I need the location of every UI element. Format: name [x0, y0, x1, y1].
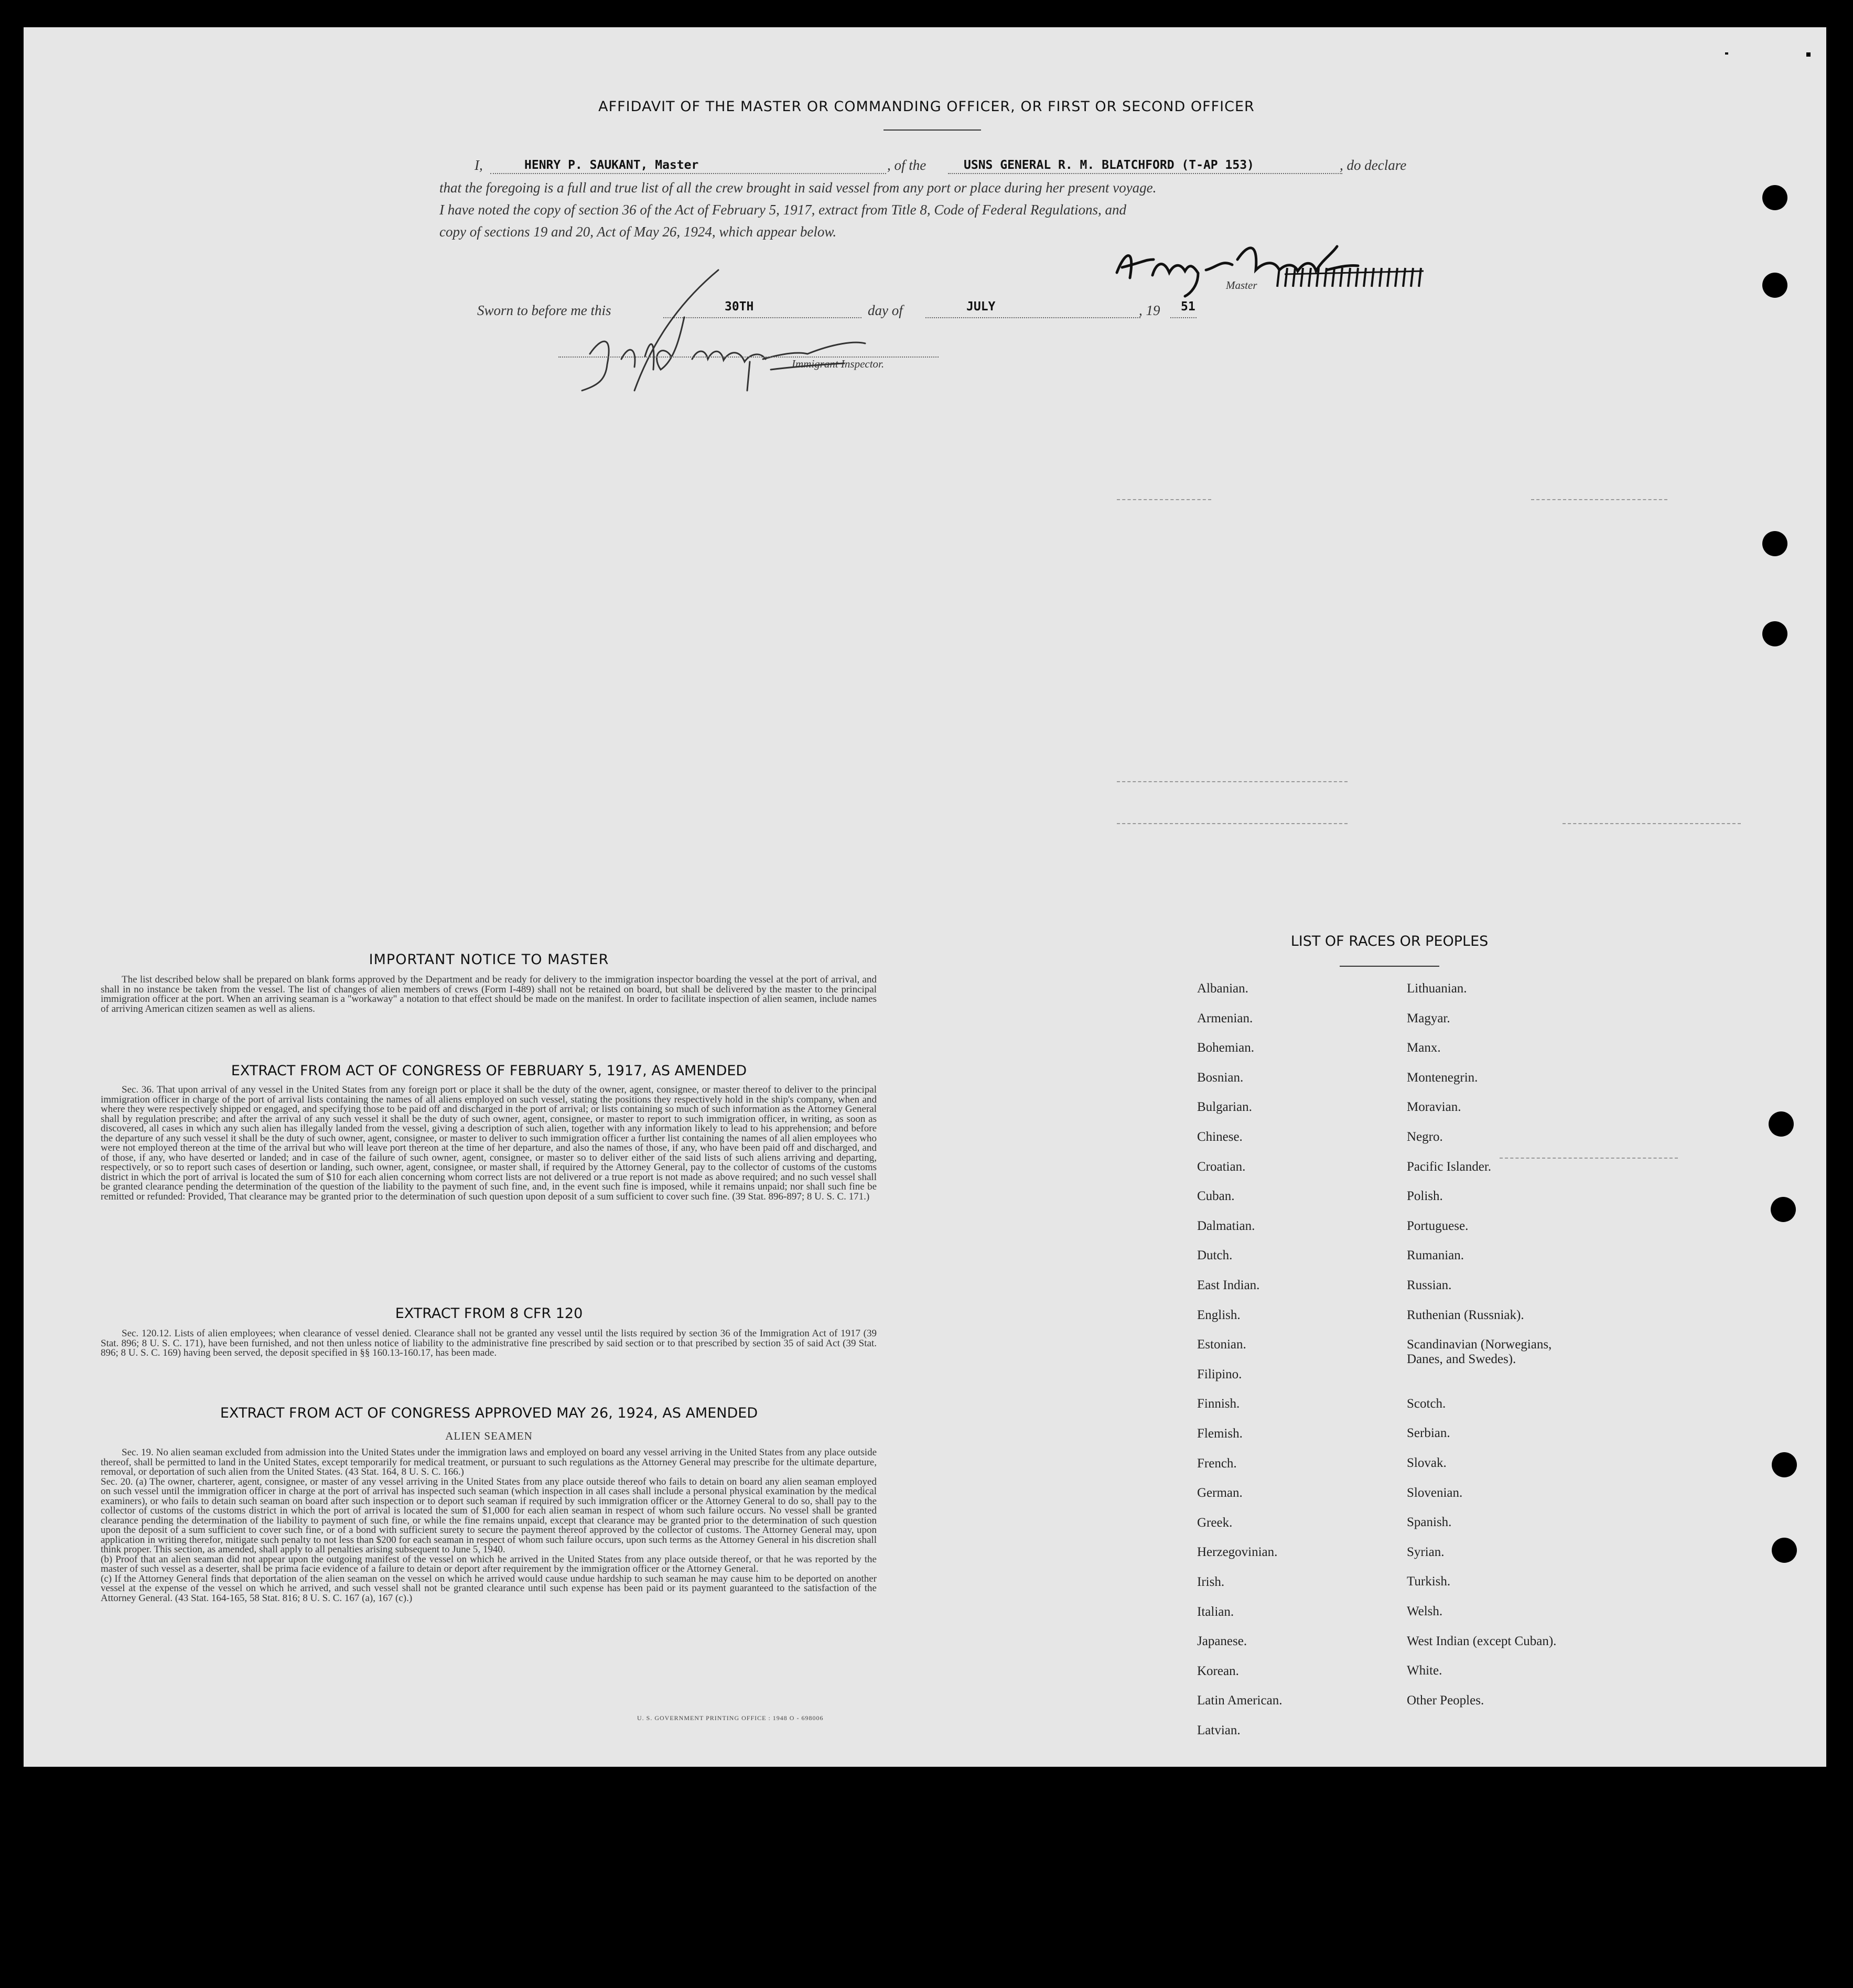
race-item: French. [1197, 1456, 1237, 1471]
race-item: Albanian. [1197, 981, 1248, 996]
race-item: Croatian. [1197, 1159, 1246, 1174]
race-item: Scotch. [1407, 1396, 1446, 1411]
race-item: Manx. [1407, 1041, 1441, 1055]
race-item: Dutch. [1197, 1248, 1233, 1263]
printer-imprint: U. S. GOVERNMENT PRINTING OFFICE : 1948 O - 698006 [637, 1714, 824, 1722]
faint-line [1117, 499, 1211, 500]
race-item: Slovak. [1407, 1456, 1447, 1470]
race-item: Pacific Islander. [1407, 1159, 1492, 1174]
vessel-name-field: USNS GENERAL R. M. BLATCHFORD (T-AP 153) [964, 158, 1254, 172]
year-field: 51 [1181, 300, 1195, 314]
race-item: West Indian (except Cuban). [1407, 1634, 1557, 1648]
extract-1917-body: Sec. 36. That upon arrival of any vessel in the United States from any foreign port or place it shall be the duty of the owner, agent, consignee, or master thereof to deliver to the principal immigration officer in charge of the port of arrival lists containing the names of all aliens employed on such vessel, stating the positions they respectively hold in the ship's company, when and where they were respectively shipped or engaged, and specifying those to be paid off and discharged in the port of arrival; or lists containing so much of such information as the Attorney General shall by regulation prescribe; and after the arrival of any such vessel it shall be the duty of such owner, agent, consignee, or master to report to such immigration officer, in writing, as soon as discovered, all cases in which any such alien has illegally landed from the vessel, giving a description of such alien, together with any information likely to lead to his apprehension; and before the departure of any such vessel it shall be the duty of such owner, agent, consignee, or master to deliver to such immigration officer a further list containing the names of all alien employees who were not employed thereon at the time of the arrival but who will leave port thereon at the time of her departure, and also the names of those, if any, who have been paid off and discharged, and of those, if any, who have deserted or landed; and in case of the failure of such owner, agent, consignee, or master so to deliver either of the said lists of such aliens arriving and departing, respectively, or so to report such cases of desertion or landing, such owner, agent, consignee, or master shall, if required by the Attorney General, pay to the collector of customs of the customs district in which the port of arrival is located the sum of $10 for each alien concerning whom correct lists are not delivered or a true report is not made as above required; and no such vessel shall be granted clearance pending the determination of the question of the liability to the payment of such fine, and, in the event such fine is imposed, while it remains unpaid; nor shall such fine be remitted or refunded: Provided, That clearance may be granted prior to the determination of such question upon deposit of a sum sufficient to cover such fine. (39 Stat. 896-897; 8 U. S. C. 171.) [101, 1084, 877, 1202]
faint-line [1531, 499, 1667, 500]
notice-body: The list described below shall be prepared on blank forms approved by the Department and be ready for delivery to the immigration inspector boarding the vessel at the port of arrival, and shall in no instance be taken from the vessel. The list of changes of alien members of crews (Form I-489) shall not be retained on board, but shall be delivered by the master to the principal immigration officer at the port. When an arriving seaman is a "workaway" a notation to that effect should be made on the manifest. In order to facilitate inspection of alien seamen, include names of arriving American citizen seamen as well as aliens. [101, 974, 877, 1014]
race-item: Montenegrin. [1407, 1070, 1478, 1085]
race-item: Bohemian. [1197, 1041, 1255, 1055]
race-item: Armenian. [1197, 1011, 1253, 1025]
affidavit-line-4: copy of sections 19 and 20, Act of May 26, 1924, which appear below. [439, 224, 837, 240]
punch-hole [1762, 185, 1787, 210]
race-item: Herzegovinian. [1197, 1545, 1278, 1560]
race-item: East Indian. [1197, 1278, 1260, 1292]
race-item: Bulgarian. [1197, 1100, 1252, 1115]
punch-hole [1762, 621, 1787, 646]
races-title: LIST OF RACES OR PEOPLES [1290, 933, 1489, 949]
punch-hole [1762, 531, 1787, 556]
race-item: German. [1197, 1486, 1243, 1500]
month-line [925, 317, 1140, 318]
race-item: Russian. [1407, 1278, 1452, 1292]
extract-1924-body: Sec. 19. No alien seaman excluded from admission into the United States under the immigration laws and employed on board any vessel arriving in the United States from any place outside thereof, shall be permitted to land in the United States, except temporarily for medical treatment, or pursuant to such regulations as the Attorney General may prescribe for the ultimate departure, removal, or deportation of such alien from the United States. (43 Stat. 164, 8 U. S. C. 166.) Sec. 20. (a) The owner, charterer, agent, consignee, or master of any vessel arriving in the United States from any place outside thereof who fails to detain on board any alien seaman employed on such vessel until the immigration officer in charge at the port of arrival has inspected such seaman (which inspection in all cases shall include a personal physical examination by the medical examiners), or who fails to detain such seaman on board after such inspection or to deport such seaman if required by such immigration officer or the Attorney General to do so, shall pay to the collector of customs of the customs district in which the port of arrival is located the sum of $1,000 for each alien seaman in respect of whom such failure occurs. No vessel shall be granted clearance pending the determination of the liability to payment of such fine, or while the fine remains unpaid, except that clearance may be granted prior to the determination of such question upon the deposit of a sum sufficient to cover such fine, or of a bond with sufficient surety to secure the payment thereof approved by the collector of customs. The Attorney General may, upon application in writing therefor, mitigate such penalty to not less than $200 for each seaman in respect of whom such failure occurs, upon such terms as the Attorney General in his discretion shall think proper. This section, as amended, shall apply to all penalties arising subsequent to June 5, 1940. (b) Proof that an alien seaman did not appear upon the outgoing manifest of the vessel on which he arrived in the United States from any place outside thereof, or that he was reported by the master of such vessel as a deserter, shall be prima facie evidence of a failure to detain or deport after requirement by the immigration officer or the Attorney General. (c) If the Attorney General finds that deportation of the alien seaman on the vessel on which he arrived would cause undue hardship to such seaman he may cause him to be deported on another vessel at the expense of the vessel on which he arrived, and such vessel shall not be granted clearance until such expense has been paid or its payment guaranteed to the satisfaction of the Attorney General. (43 Stat. 164-165, 58 Stat. 816; 8 U. S. C. 167 (a), 167 (c).) [101, 1447, 877, 1604]
race-item: Slovenian. [1407, 1485, 1463, 1500]
race-item: Scandinavian (Norwegians, Danes, and Swedes). [1407, 1337, 1552, 1367]
master-label: Master [1226, 279, 1257, 291]
race-item: Estonian. [1197, 1337, 1246, 1352]
race-item: Portuguese. [1407, 1218, 1469, 1233]
race-item: Rumanian. [1407, 1248, 1464, 1263]
race-item: Spanish. [1407, 1515, 1452, 1530]
year-line [1170, 317, 1197, 318]
extract-cfr-title: EXTRACT FROM 8 CFR 120 [395, 1305, 583, 1322]
affidavit-line-3: I have noted the copy of section 36 of the Act of February 5, 1917, extract from Title 8, Code of Federal Regulations, and [439, 202, 1127, 218]
day-field: 30TH [725, 300, 754, 314]
race-item: Moravian. [1407, 1100, 1461, 1115]
inspector-label: Immigrant Inspector. [792, 358, 885, 370]
race-item: Ruthenian (Russniak). [1407, 1308, 1524, 1322]
notice-title: IMPORTANT NOTICE TO MASTER [369, 952, 609, 968]
do-declare-label: , do declare [1340, 157, 1407, 173]
races-title-rule [1340, 966, 1439, 967]
race-item: English. [1197, 1308, 1241, 1322]
race-item: Turkish. [1407, 1574, 1451, 1589]
affidavit-line-2: that the foregoing is a full and true list of all the crew brought in said vessel from any port or place during her present voyage. [439, 180, 1157, 196]
day-of-label: day of [868, 302, 903, 318]
of-the-label: , of the [887, 157, 926, 173]
race-item: Serbian. [1407, 1426, 1450, 1441]
master-name-field: HENRY P. SAUKANT, Master [524, 158, 699, 172]
faint-line [1563, 823, 1741, 824]
faint-line [1117, 823, 1348, 824]
race-item: Negro. [1407, 1130, 1443, 1144]
race-item: Magyar. [1407, 1011, 1450, 1025]
race-item: Latvian. [1197, 1723, 1241, 1737]
i-label: I, [475, 157, 483, 173]
faint-line [1500, 1158, 1678, 1159]
race-item: Lithuanian. [1407, 981, 1467, 996]
alien-seamen-subtitle: ALIEN SEAMEN [445, 1430, 533, 1442]
punch-hole [1762, 273, 1787, 298]
race-item: Korean. [1197, 1663, 1239, 1678]
title-rule [884, 129, 981, 131]
punch-hole [1772, 1538, 1797, 1563]
sworn-label: Sworn to before me this [477, 302, 611, 318]
race-item: Japanese. [1197, 1634, 1247, 1649]
extract-cfr-body: Sec. 120.12. Lists of alien employees; when clearance of vessel denied. Clearance shall not be granted any vessel until the lists required by section 36 of the Immigration Act of 1917 (39 Stat. 896; 8 U. S. C. 171), have been furnished, and not then unless notice of liability to the administrative fine prescribed by said section or to that prescribed by section 35 of said Act (39 Stat. 896; 8 U. S. C. 169) having been served, the deposit specified in §§ 160.13-160.17, has been made. [101, 1328, 877, 1358]
race-item: Flemish. [1197, 1427, 1243, 1441]
name-line [490, 173, 886, 174]
race-item: Dalmatian. [1197, 1218, 1255, 1233]
race-item: Bosnian. [1197, 1070, 1244, 1085]
race-item: Filipino. [1197, 1367, 1242, 1381]
race-item: Latin American. [1197, 1693, 1283, 1708]
extract-1924-title: EXTRACT FROM ACT OF CONGRESS APPROVED MAY 26, 1924, AS AMENDED [220, 1405, 758, 1421]
race-item: Welsh. [1407, 1604, 1443, 1618]
race-item: Finnish. [1197, 1397, 1240, 1411]
inspector-signature [551, 265, 876, 401]
race-item: Irish. [1197, 1575, 1225, 1589]
race-item: Italian. [1197, 1604, 1234, 1619]
scan-speck [1806, 52, 1811, 57]
punch-hole [1769, 1111, 1794, 1137]
scan-speck [1725, 52, 1728, 55]
race-item: Polish. [1407, 1189, 1443, 1204]
vessel-line [948, 173, 1342, 174]
punch-hole [1771, 1197, 1796, 1222]
month-field: JULY [966, 300, 996, 314]
race-item: White. [1407, 1663, 1442, 1678]
race-item: Other Peoples. [1407, 1693, 1484, 1708]
race-item: Greek. [1197, 1515, 1233, 1530]
affidavit-title: AFFIDAVIT OF THE MASTER OR COMMANDING OFFICER, OR FIRST OR SECOND OFFICER [598, 99, 1255, 115]
master-signature [1106, 239, 1431, 299]
race-item: Syrian. [1407, 1544, 1445, 1559]
punch-hole [1772, 1452, 1797, 1477]
race-item: Cuban. [1197, 1189, 1235, 1204]
race-item: Chinese. [1197, 1130, 1243, 1144]
extract-1917-title: EXTRACT FROM ACT OF CONGRESS OF FEBRUARY 5, 1917, AS AMENDED [231, 1063, 747, 1079]
year-prefix-label: , 19 [1139, 302, 1160, 318]
faint-line [1117, 781, 1348, 782]
